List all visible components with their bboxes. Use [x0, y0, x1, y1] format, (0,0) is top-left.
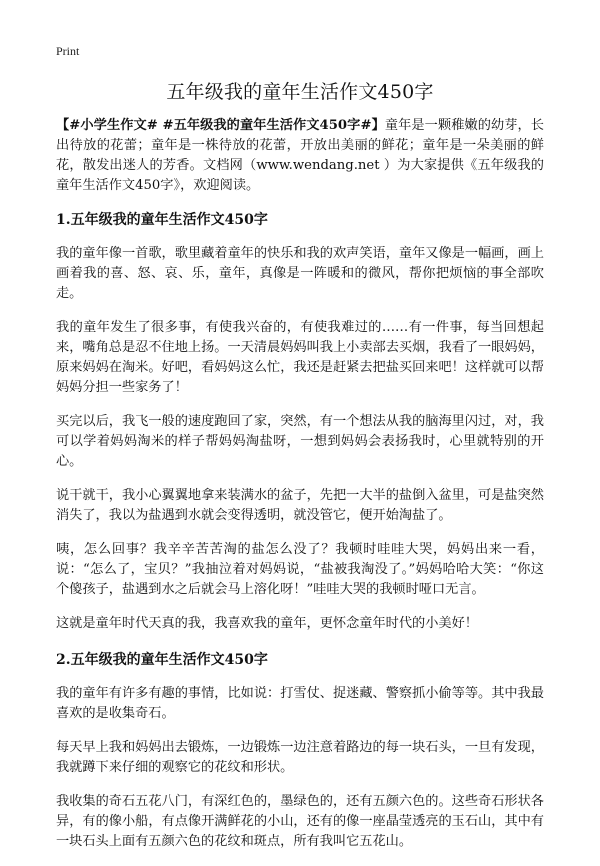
document-body [56, 116, 544, 866]
section-1-paragraph-2: 我的童年发生了很多事，有使我兴奋的，有使我难过的……有一件事，每当回想起来，嘴角总是忍不住地上扬。一天清晨妈妈叫我上小卖部去买烟，我看了一眼妈妈，原来妈妈在淘米。好吧，看妈妈这么忙，我还是赶紧去把盐买回来吧！这样就可以帮妈妈分担一些家务了！ [56, 320, 544, 395]
document-title: 五年级我的童年生活作文450字 [166, 81, 434, 103]
section-1-paragraph-3: 买完以后，我飞一般的速度跑回了家，突然，有一个想法从我的脑海里闪过，对，我可以学着妈妈淘米的样子帮妈妈淘盐呀，一想到妈妈会表扬我时，心里就特别的开心。 [56, 414, 544, 469]
section-heading-1: 1.五年级我的童年生活作文450字 [56, 212, 268, 228]
section-1-paragraph-4: 说干就干，我小心翼翼地拿来装满水的盆子，先把一大半的盐倒入盆里，可是盐突然消失了，我以为盐遇到水就会变得透明，就没管它，便开始淘盐了。 [56, 488, 544, 523]
intro-paragraph [56, 116, 544, 196]
section-1-paragraph-5: 咦，怎么回事？我辛辛苦苦淘的盐怎么没了？我顿时哇哇大哭，妈妈出来一看，说：“怎么了，宝贝？”我抽泣着对妈妈说，“盐被我淘没了。”妈妈哈哈大笑：“你这个傻孩子，盐遇到水之后就会马上溶化呀！”哇哇大哭的我顿时哑口无言。 [56, 542, 544, 597]
section-2-paragraph-3: 我收集的奇石五花八门，有深红色的，墨绿色的，还有五颜六色的。这些奇石形状各异，有的像小船，有点像开满鲜花的小山，还有的像一座晶莹透亮的玉石山，其中有一块石头上面有五颜六色的花纹和斑点，所有我叫它五花山。 [56, 794, 544, 849]
section-1-paragraph-1: 我的童年像一首歌，歌里藏着童年的快乐和我的欢声笑语，童年又像是一幅画，画上画着我的喜、怒、哀、乐，童年，真像是一阵暖和的微风，帮你把烦恼的事全部吹走。 [56, 246, 544, 301]
intro-tag: 【#小学生作文# #五年级我的童年生活作文450字#】 [56, 118, 385, 133]
section-2-paragraph-2: 每天早上我和妈妈出去锻炼，一边锻炼一边注意着路边的每一块石头，一旦有发现，我就蹲下来仔细的观察它的花纹和形状。 [56, 740, 544, 775]
section-1-paragraph-6: 这就是童年时代天真的我，我喜欢我的童年，更怀念童年时代的小美好！ [56, 616, 478, 631]
section-heading-2: 2.五年级我的童年生活作文450字 [56, 652, 268, 668]
section-2-paragraph-1: 我的童年有许多有趣的事情，比如说：打雪仗、捉迷藏、警察抓小偷等等。其中我最喜欢的是收集奇石。 [56, 686, 544, 721]
print-label: Print [56, 44, 80, 58]
intro-text: 童年是一颗稚嫩的幼芽，长出待放的花蕾；童年是一株待放的花蕾，开放出美丽的鲜花；童年是一朵美丽的鲜花，散发出迷人的芳香。文档网（www.wendang.net ）为大家提供《五年级我的童年生活作文450字》，欢迎阅读。 [56, 118, 544, 193]
